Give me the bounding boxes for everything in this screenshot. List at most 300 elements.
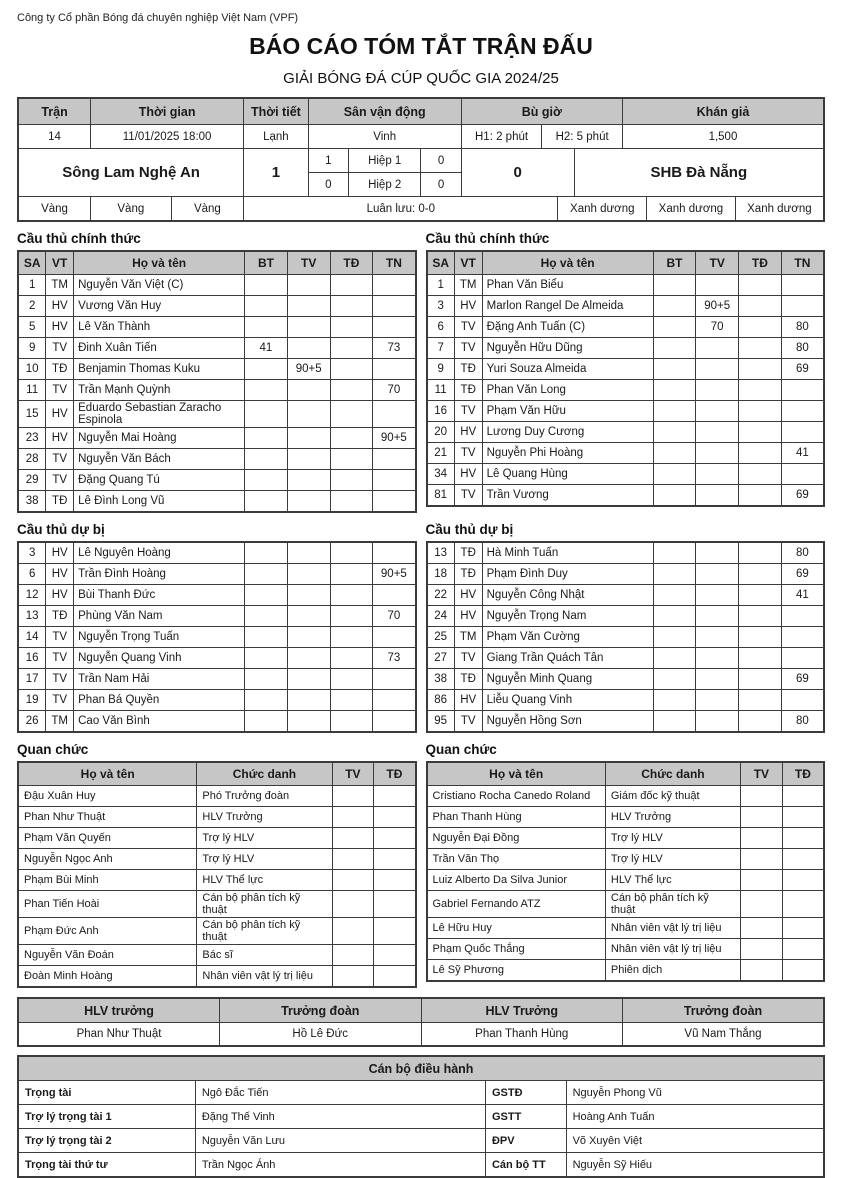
shirt-number-cell: 11 — [18, 380, 46, 401]
table-row — [427, 542, 825, 564]
match-number-header: Trận — [18, 98, 91, 125]
shirt-number-cell: 23 — [18, 428, 46, 449]
red-card-cell — [739, 464, 782, 485]
goals-cell — [245, 669, 288, 690]
yellow-card-cell — [332, 945, 374, 966]
red-card-cell — [330, 491, 373, 513]
goals-cell — [653, 464, 696, 485]
official-name-cell: Gabriel Fernando ATZ — [427, 891, 606, 918]
official-role-cell: Phiên dịch — [605, 960, 740, 982]
position-cell: HV — [46, 542, 74, 564]
substitution-cell: 69 — [781, 669, 824, 690]
goals-cell — [653, 542, 696, 564]
red-card-cell — [330, 380, 373, 401]
official-name-cell: Trần Văn Thọ — [427, 849, 606, 870]
yellow-card-cell — [287, 564, 330, 585]
red-card-cell — [330, 648, 373, 669]
position-cell: TV — [46, 470, 74, 491]
stadium-value: Vinh — [308, 125, 461, 149]
table-row — [18, 669, 416, 690]
substitution-cell — [373, 470, 416, 491]
half1-label: Hiệp 1 — [348, 149, 421, 173]
table-row — [18, 428, 416, 449]
goals-cell — [653, 485, 696, 507]
official-role-cell: Bác sĩ — [197, 945, 332, 966]
official-role-cell: HLV Trưởng — [605, 807, 740, 828]
table-row — [427, 585, 825, 606]
shirt-number-cell: 25 — [427, 627, 455, 648]
exec-role-cell: GSTĐ — [485, 1081, 566, 1105]
goals-cell — [653, 401, 696, 422]
shirt-number-cell: 13 — [427, 542, 455, 564]
substitution-cell — [781, 627, 824, 648]
position-cell: TV — [454, 401, 482, 422]
shirt-number-cell: 21 — [427, 443, 455, 464]
home-delegation-leader-name: Hồ Lê Đức — [220, 1023, 422, 1047]
away-officials-label: Quan chức — [425, 742, 497, 757]
table-row — [18, 564, 416, 585]
substitution-cell — [781, 296, 824, 317]
official-role-cell: Cán bộ phân tích kỹ thuật — [197, 918, 332, 945]
substitution-cell — [373, 491, 416, 513]
position-cell: TM — [46, 275, 74, 296]
position-cell: TV — [46, 669, 74, 690]
official-role-cell: Trợ lý HLV — [197, 849, 332, 870]
red-card-cell — [782, 786, 824, 807]
substitution-cell — [373, 449, 416, 470]
yellow-card-cell — [287, 491, 330, 513]
table-row — [427, 711, 825, 733]
red-card-cell — [330, 296, 373, 317]
away-head-coach-name: Phan Thanh Hùng — [421, 1023, 623, 1047]
red-card-cell — [739, 380, 782, 401]
substitution-cell: 90+5 — [373, 564, 416, 585]
penalty-shootout: Luân lưu: 0-0 — [244, 197, 558, 222]
goals-cell — [653, 296, 696, 317]
position-cell: HV — [46, 428, 74, 449]
red-card-cell — [330, 606, 373, 627]
official-name-cell: Nguyễn Ngọc Anh — [18, 849, 197, 870]
home-subs-table — [17, 541, 417, 733]
player-name-cell: Phạm Đình Duy — [482, 564, 653, 585]
table-row — [18, 359, 416, 380]
red-card-cell — [330, 359, 373, 380]
substitution-cell — [373, 317, 416, 338]
red-card-cell — [782, 828, 824, 849]
red-card-cell — [739, 338, 782, 359]
substitution-cell — [781, 422, 824, 443]
away-starters-table — [426, 250, 826, 507]
player-name-cell: Nguyễn Hồng Sơn — [482, 711, 653, 733]
player-name-cell: Giang Trần Quách Tân — [482, 648, 653, 669]
goals-cell — [653, 669, 696, 690]
yellow-card-cell: 70 — [696, 317, 739, 338]
red-card-cell — [782, 918, 824, 939]
goals-header: BT — [653, 251, 696, 275]
table-row — [18, 690, 416, 711]
table-row — [427, 464, 825, 485]
yellow-card-cell — [287, 627, 330, 648]
position-cell: TV — [454, 338, 482, 359]
yellow-card-cell — [696, 711, 739, 733]
official-name-cell: Nguyễn Văn Đoán — [18, 945, 197, 966]
substitution-cell: 80 — [781, 542, 824, 564]
goals-cell — [245, 470, 288, 491]
official-role-header: Chức danh — [197, 762, 332, 786]
player-name-cell: Benjamin Thomas Kuku — [74, 359, 245, 380]
player-name-cell: Nguyễn Hữu Dũng — [482, 338, 653, 359]
red-card-cell — [330, 338, 373, 359]
yellow-card-cell — [696, 690, 739, 711]
away-delegation-leader-name: Vũ Nam Thắng — [623, 1023, 825, 1047]
red-card-cell — [739, 422, 782, 443]
official-role-cell: Trợ lý HLV — [605, 849, 740, 870]
player-name-cell: Lương Duy Cương — [482, 422, 653, 443]
exec-name-cell: Ngô Đắc Tiến — [195, 1081, 485, 1105]
stoppage-h2-value: H2: 5 phút — [542, 125, 623, 149]
red-card-header: TĐ — [374, 762, 416, 786]
table-row — [427, 359, 825, 380]
red-card-header: TĐ — [782, 762, 824, 786]
weather-value: Lạnh — [244, 125, 308, 149]
table-row — [18, 849, 416, 870]
yellow-card-header: TV — [287, 251, 330, 275]
red-card-cell — [782, 870, 824, 891]
yellow-card-cell: 90+5 — [287, 359, 330, 380]
goals-cell: 41 — [245, 338, 288, 359]
player-name-cell: Nguyễn Quang Vinh — [74, 648, 245, 669]
yellow-card-cell — [696, 401, 739, 422]
substitution-cell: 80 — [781, 317, 824, 338]
goals-cell — [653, 338, 696, 359]
yellow-card-cell — [696, 380, 739, 401]
yellow-card-cell — [287, 690, 330, 711]
goals-header: BT — [245, 251, 288, 275]
exec-name-cell: Nguyễn Văn Lưu — [195, 1129, 485, 1153]
red-card-cell — [374, 786, 416, 807]
away-kit-color-1: Xanh dương — [558, 197, 647, 222]
yellow-card-cell — [696, 485, 739, 507]
exec-name-cell: Nguyễn Sỹ Hiếu — [566, 1153, 824, 1178]
red-card-cell — [374, 849, 416, 870]
yellow-card-cell — [696, 585, 739, 606]
goals-cell — [653, 690, 696, 711]
yellow-card-cell — [741, 939, 783, 960]
match-values-row — [18, 125, 824, 149]
stoppage-h1-value: H1: 2 phút — [461, 125, 542, 149]
position-cell: TĐ — [454, 669, 482, 690]
red-card-cell — [374, 966, 416, 988]
yellow-card-cell — [287, 296, 330, 317]
yellow-card-cell — [696, 669, 739, 690]
red-card-cell — [739, 275, 782, 296]
match-number-value: 14 — [18, 125, 91, 149]
substitution-cell — [373, 296, 416, 317]
official-role-cell: Cán bộ phân tích kỹ thuật — [197, 891, 332, 918]
half2-away-score: 0 — [421, 173, 461, 197]
goals-cell — [653, 275, 696, 296]
yellow-card-cell — [332, 966, 374, 988]
lineup-header-row — [18, 251, 416, 275]
coaches-values-row — [18, 1023, 824, 1047]
yellow-card-cell — [287, 669, 330, 690]
official-role-cell: HLV Thể lực — [197, 870, 332, 891]
yellow-card-cell — [287, 428, 330, 449]
official-name-cell: Lê Sỹ Phương — [427, 960, 606, 982]
table-row — [427, 317, 825, 338]
yellow-card-cell — [332, 918, 374, 945]
table-row — [18, 491, 416, 513]
yellow-card-header: TV — [332, 762, 374, 786]
table-row — [427, 807, 825, 828]
table-row — [427, 275, 825, 296]
table-row — [427, 338, 825, 359]
goals-cell — [245, 564, 288, 585]
player-name-cell: Nguyễn Văn Việt (C) — [74, 275, 245, 296]
table-row — [18, 542, 416, 564]
substitution-cell — [781, 401, 824, 422]
player-name-cell: Phan Văn Biểu — [482, 275, 653, 296]
yellow-card-cell — [696, 542, 739, 564]
official-role-cell: Nhân viên vật lý trị liệu — [605, 918, 740, 939]
home-starters-label: Cầu thủ chính thức — [17, 231, 141, 246]
goals-cell — [245, 296, 288, 317]
score-row — [18, 149, 824, 173]
shirt-number-header: SA — [18, 251, 46, 275]
exec-name-cell: Võ Xuyên Việt — [566, 1129, 824, 1153]
official-name-cell: Lê Hữu Huy — [427, 918, 606, 939]
executives-table — [17, 1055, 825, 1178]
yellow-card-cell — [696, 627, 739, 648]
position-cell: HV — [46, 564, 74, 585]
player-name-cell: Bùi Thanh Đức — [74, 585, 245, 606]
player-name-cell: Nguyễn Văn Bách — [74, 449, 245, 470]
red-card-cell — [330, 542, 373, 564]
red-card-cell — [374, 891, 416, 918]
yellow-card-cell — [741, 870, 783, 891]
coaches-header-row — [18, 998, 824, 1023]
match-time-header: Thời gian — [91, 98, 244, 125]
red-card-cell — [739, 585, 782, 606]
table-row — [427, 422, 825, 443]
yellow-card-cell — [696, 275, 739, 296]
shirt-number-cell: 3 — [427, 296, 455, 317]
official-role-header: Chức danh — [605, 762, 740, 786]
player-name-cell: Lê Đình Long Vũ — [74, 491, 245, 513]
position-cell: TM — [454, 627, 482, 648]
table-row — [18, 945, 416, 966]
yellow-card-cell — [287, 542, 330, 564]
shirt-number-cell: 38 — [427, 669, 455, 690]
officials-header-row — [18, 762, 416, 786]
red-card-cell — [782, 891, 824, 918]
yellow-card-cell — [332, 786, 374, 807]
stoppage-header: Bù giờ — [461, 98, 622, 125]
red-card-cell — [330, 690, 373, 711]
red-card-cell — [739, 648, 782, 669]
substitution-cell: 41 — [781, 443, 824, 464]
yellow-card-cell — [332, 828, 374, 849]
red-card-cell — [330, 711, 373, 733]
exec-role-cell: ĐPV — [485, 1129, 566, 1153]
red-card-cell — [330, 470, 373, 491]
position-header: VT — [46, 251, 74, 275]
shirt-number-cell: 7 — [427, 338, 455, 359]
shirt-number-cell: 14 — [18, 627, 46, 648]
away-team-name: SHB Đà Nẵng — [574, 149, 824, 197]
exec-name-cell: Trần Ngọc Ánh — [195, 1153, 485, 1178]
official-name-cell: Phạm Bùi Minh — [18, 870, 197, 891]
table-row — [18, 786, 416, 807]
red-card-cell — [739, 606, 782, 627]
official-name-header: Họ và tên — [427, 762, 606, 786]
player-name-cell: Phan Bá Quyền — [74, 690, 245, 711]
official-role-cell: Trợ lý HLV — [197, 828, 332, 849]
away-subs-label: Cầu thủ dự bị — [425, 522, 514, 537]
yellow-card-cell — [287, 606, 330, 627]
shirt-number-cell: 13 — [18, 606, 46, 627]
attendance-value: 1,500 — [622, 125, 824, 149]
shirt-number-cell: 20 — [427, 422, 455, 443]
shirt-number-cell: 12 — [18, 585, 46, 606]
table-row — [18, 828, 416, 849]
table-row — [18, 711, 416, 733]
official-name-cell: Đoàn Minh Hoàng — [18, 966, 197, 988]
position-cell: HV — [454, 464, 482, 485]
tournament-subtitle: GIẢI BÓNG ĐÁ CÚP QUỐC GIA 2024/25 — [283, 70, 559, 87]
goals-cell — [245, 648, 288, 669]
yellow-card-cell — [696, 648, 739, 669]
home-subs-label: Cầu thủ dự bị — [17, 522, 105, 537]
player-name-cell: Đặng Anh Tuấn (C) — [482, 317, 653, 338]
goals-cell — [653, 711, 696, 733]
home-kit-color-3: Vàng — [171, 197, 244, 222]
substitution-cell: 70 — [373, 380, 416, 401]
home-officials-table — [17, 761, 417, 988]
position-cell: TV — [46, 690, 74, 711]
table-row — [18, 585, 416, 606]
red-card-cell — [739, 690, 782, 711]
position-cell: TĐ — [454, 542, 482, 564]
table-row — [18, 449, 416, 470]
red-card-cell — [330, 401, 373, 428]
substitution-cell — [373, 669, 416, 690]
shirt-number-cell: 26 — [18, 711, 46, 733]
shirt-number-cell: 1 — [427, 275, 455, 296]
goals-cell — [245, 711, 288, 733]
shirt-number-cell: 16 — [427, 401, 455, 422]
goals-cell — [245, 359, 288, 380]
table-row — [18, 606, 416, 627]
player-name-cell: Hà Minh Tuấn — [482, 542, 653, 564]
goals-cell — [245, 606, 288, 627]
player-name-cell: Nguyễn Mai Hoàng — [74, 428, 245, 449]
red-card-cell — [739, 317, 782, 338]
table-row — [18, 870, 416, 891]
goals-cell — [653, 564, 696, 585]
table-row — [427, 690, 825, 711]
exec-role-cell: Cán bộ TT — [485, 1153, 566, 1178]
goals-cell — [245, 401, 288, 428]
substitution-cell: 41 — [781, 585, 824, 606]
match-time-value: 11/01/2025 18:00 — [91, 125, 244, 149]
yellow-card-cell — [332, 891, 374, 918]
goals-cell — [653, 585, 696, 606]
red-card-cell — [739, 359, 782, 380]
position-cell: HV — [46, 317, 74, 338]
shirt-number-cell: 10 — [18, 359, 46, 380]
player-name-cell: Lê Nguyên Hoàng — [74, 542, 245, 564]
substitution-cell: 80 — [781, 338, 824, 359]
executives-header-row — [18, 1056, 824, 1081]
table-row — [427, 443, 825, 464]
substitution-cell — [781, 464, 824, 485]
exec-role-cell: Trợ lý trọng tài 2 — [18, 1129, 195, 1153]
player-name-cell: Nguyễn Minh Quang — [482, 669, 653, 690]
position-cell: TV — [454, 317, 482, 338]
red-card-cell — [330, 627, 373, 648]
officials-header-row — [427, 762, 825, 786]
official-role-cell: Nhân viên vật lý trị liệu — [605, 939, 740, 960]
position-cell: HV — [454, 585, 482, 606]
red-card-cell — [374, 828, 416, 849]
shirt-number-cell: 28 — [18, 449, 46, 470]
home-score: 1 — [244, 149, 308, 197]
player-name-cell: Eduardo Sebastian Zaracho Espinola — [74, 401, 245, 428]
player-name-cell: Phạm Văn Hữu — [482, 401, 653, 422]
position-header: VT — [454, 251, 482, 275]
half2-label: Hiệp 2 — [348, 173, 421, 197]
match-header-row — [18, 98, 824, 125]
home-starters-table — [17, 250, 417, 513]
red-card-cell — [782, 807, 824, 828]
table-row — [18, 317, 416, 338]
position-cell: HV — [46, 585, 74, 606]
table-row — [18, 1105, 824, 1129]
half1-home-score: 1 — [308, 149, 348, 173]
official-name-header: Họ và tên — [18, 762, 197, 786]
player-name-cell: Lê Văn Thành — [74, 317, 245, 338]
substitution-cell — [781, 648, 824, 669]
official-role-cell: HLV Trưởng — [197, 807, 332, 828]
goals-cell — [245, 275, 288, 296]
official-name-cell: Phan Tiến Hoài — [18, 891, 197, 918]
away-officials-table — [426, 761, 826, 982]
yellow-card-cell — [741, 807, 783, 828]
red-card-cell — [739, 542, 782, 564]
away-subs-panel — [426, 513, 826, 733]
yellow-card-cell — [287, 449, 330, 470]
player-name-cell: Đinh Xuân Tiến — [74, 338, 245, 359]
table-row — [18, 627, 416, 648]
goals-cell — [653, 648, 696, 669]
red-card-cell — [782, 939, 824, 960]
position-cell: TV — [46, 380, 74, 401]
shirt-number-cell: 15 — [18, 401, 46, 428]
position-cell: TĐ — [46, 491, 74, 513]
yellow-card-cell — [696, 359, 739, 380]
substitution-cell: 70 — [373, 606, 416, 627]
player-name-header: Họ và tên — [74, 251, 245, 275]
yellow-card-cell — [287, 648, 330, 669]
red-card-header: TĐ — [330, 251, 373, 275]
attendance-header: Khán giả — [622, 98, 824, 125]
exec-role-cell: GSTT — [485, 1105, 566, 1129]
position-cell: TV — [454, 485, 482, 507]
goals-cell — [245, 585, 288, 606]
table-row — [18, 807, 416, 828]
shirt-number-cell: 17 — [18, 669, 46, 690]
